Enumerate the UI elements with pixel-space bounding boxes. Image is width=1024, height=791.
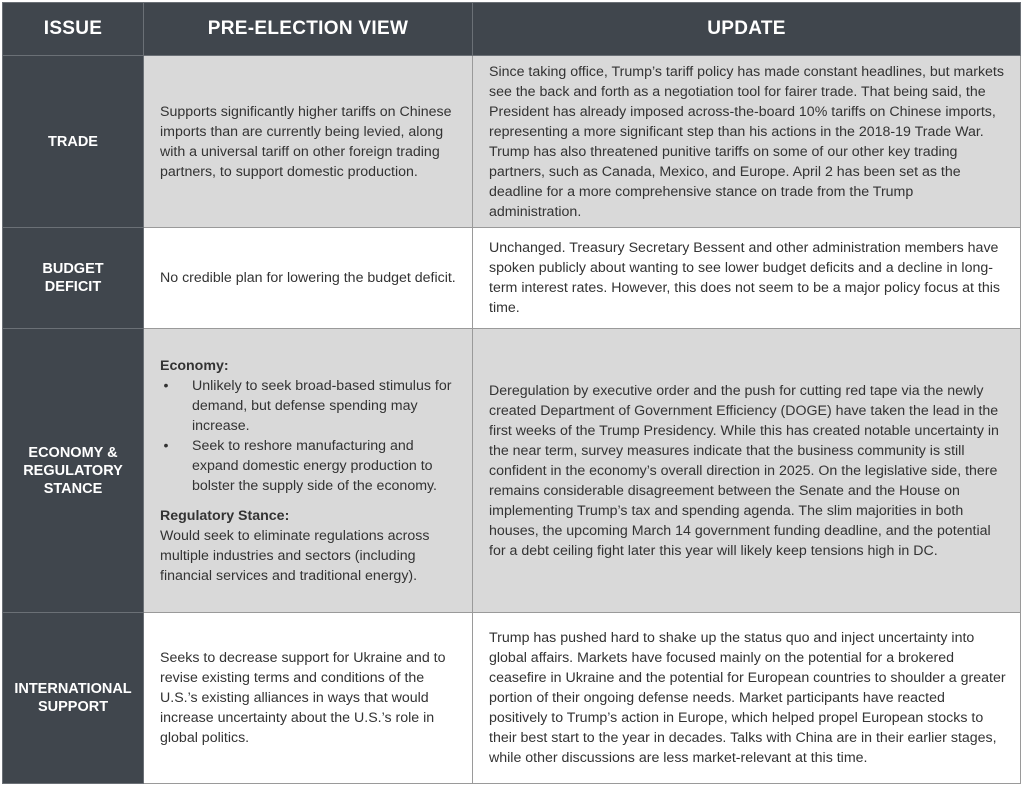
issue-cell — [3, 228, 144, 329]
issue-label: TRADE — [48, 133, 98, 150]
list-item: • Unlikely to seek broad-based stimulus for demand, but defense spending may increase. — [192, 376, 458, 436]
economy-heading: Economy: — [160, 357, 229, 374]
policy-table-container — [2, 2, 1020, 784]
issue-cell — [3, 329, 144, 613]
header-update: UPDATE — [473, 3, 1021, 56]
policy-table — [2, 2, 1021, 784]
update-cell: Trump has pushed hard to shake up the status quo and inject uncertainty into global affairs. Markets have focused mainly on the potential for a brokered ceasefire in Ukraine and the potential for European countries to shoulder a greater portion of their ongoing defense needs. Market participants have reacted positively to Trump’s action in Europe, which helped propel European stocks to their best start to the year in decades. Talks with China are in their earlier stages, while other discussions are less market-relevant at this time. — [473, 613, 1021, 784]
table-row-budget-deficit — [3, 228, 1021, 329]
pre-election-cell: Supports significantly higher tariffs on Chinese imports than are currently being levied, along with a universal tariff on other foreign trading partners, to support domestic production. — [144, 56, 473, 228]
table-row-economy-regulatory — [3, 329, 1021, 613]
header-issue: ISSUE — [3, 3, 144, 56]
issue-cell — [3, 56, 144, 228]
header-pre-election-view: PRE-ELECTION VIEW — [144, 3, 473, 56]
economy-bullet-list — [160, 376, 458, 496]
issue-label: INTERNATIONAL SUPPORT — [14, 681, 132, 715]
update-cell: Since taking office, Trump’s tariff policy has made constant headlines, but markets see the back and forth as a negotiation tool for fairer trade. That being said, the President has already imposed across-the-board 10% tariffs on Chinese imports, representing a more significant step than his actions in the 2018-19 Trade War. Trump has also threatened punitive tariffs on some of our other key trading partners, such as Canada, Mexico, and Europe. April 2 has been set as the deadline for a more comprehensive stance on trade from the Trump administration. — [473, 56, 1021, 228]
header-row — [3, 3, 1021, 56]
table-row-international-support — [3, 613, 1021, 784]
pre-election-cell — [144, 329, 473, 613]
pre-election-cell: Seeks to decrease support for Ukraine and to revise existing terms and conditions of the U.S.’s existing alliances in ways that would increase uncertainty about the U.S.’s role in global politics. — [144, 613, 473, 784]
regulatory-heading: Regulatory Stance: — [160, 507, 290, 524]
regulatory-text: Would seek to eliminate regulations across multiple industries and sectors (including financial services and traditional energy). — [160, 527, 430, 584]
table-row-trade — [3, 56, 1021, 228]
pre-election-cell: No credible plan for lowering the budget deficit. — [144, 228, 473, 329]
list-item: • Seek to reshore manufacturing and expand domestic energy production to bolster the supply side of the economy. — [192, 436, 458, 496]
issue-label: BUDGET DEFICIT — [42, 261, 104, 295]
issue-cell — [3, 613, 144, 784]
update-cell: Unchanged. Treasury Secretary Bessent and other administration members have spoken publicly about wanting to see lower budget deficits and a decline in long-term interest rates. However, this does not seem to be a major policy focus at this time. — [473, 228, 1021, 329]
issue-label: ECONOMY & REGULATORY STANCE — [23, 444, 123, 497]
update-cell: Deregulation by executive order and the push for cutting red tape via the newly created Department of Government Efficiency (DOGE) have taken the lead in the first weeks of the Trump Presidency. While this has created notable uncertainty in the near term, survey measures indicate that the business community is still confident in the economy’s overall direction in 2025. On the legislative side, there remains considerable disagreement between the Senate and the House on implementing Trump’s tax and spending agenda. The slim majorities in both houses, the upcoming March 14 government funding deadline, and the potential for a debt ceiling fight later this year will likely keep tensions high in DC. — [473, 329, 1021, 613]
